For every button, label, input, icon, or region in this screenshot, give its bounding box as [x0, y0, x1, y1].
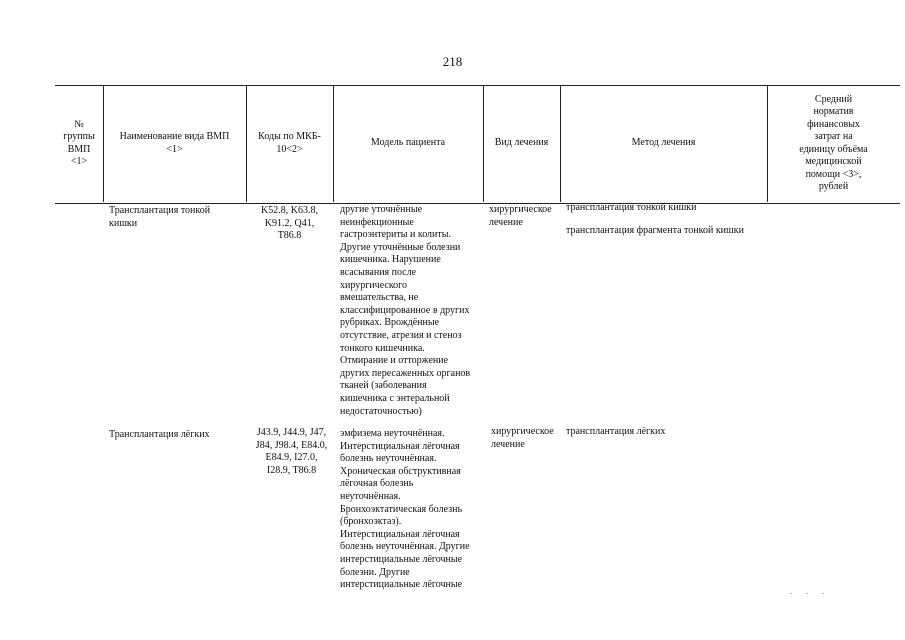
table-row-2-name: Трансплантация лёгких — [109, 429, 210, 440]
table-row-1-codes: K52.8, K63.8, K91.2, Q41, T86.8 — [261, 205, 318, 242]
table-row-2-model: эмфизема неуточнённая. Интерстициальная лёгочная болезнь неуточнённая. Хроническая обструктивная лёгочная болезнь неуточнённая. Бронхоэктатическая болезнь (бронхоэктаз). Интерстициальная лёгочная болезнь неуточнённая. Другие интерстициальные лёгочные болезни. Другие интерстициальные лёгочные — [340, 428, 470, 591]
header-vmp-name: Наименование вида ВМП <1> — [119, 131, 230, 155]
table-row-2-method-1: трансплантация лёгких — [566, 426, 666, 437]
header-cost-standard: Средний норматив финансовых затрат на единицу объёма медицинской помощи <3>, рублей — [799, 93, 868, 192]
table-row-1-method-1: трансплантация тонкой кишки — [566, 202, 697, 213]
table-row-2-codes: J43.9, J44.9, J47, J84, J98.4, E84.0, E84.9, I27.0, I28.9, T86.8 — [255, 427, 328, 476]
table-row-2-treatment: хирургическое лечение — [491, 426, 554, 450]
header-group-number: № группы ВМП <1> — [63, 118, 95, 167]
table-row-1-model: другие уточнённые неинфекционные гастроэнтериты и колиты. Другие уточнённые болезни кишечника. Нарушение всасывания после хирургического вмешательства, не классифицированное в других рубриках. Врождённые отсутствие, атрезия и стеноз тонкого кишечника. Отмирание и отторжение других пересаженных органов тканей (заболевания кишечника с энтеральной недостаточностью) — [340, 204, 471, 417]
table-row-1-method-2: трансплантация фрагмента тонкой кишки — [566, 225, 744, 236]
page-number: 218 — [442, 54, 463, 69]
scan-marks: . . . — [790, 587, 830, 596]
header-icd-codes: Коды по МКБ- 10<2> — [258, 131, 321, 155]
header-treatment-method: Метод лечения — [631, 137, 696, 149]
header-patient-model: Модель пациента — [370, 137, 446, 149]
table-row-1-treatment: хирургическое лечение — [489, 204, 552, 228]
table-row-1-name: Трансплантация тонкой кишки — [109, 205, 211, 229]
header-treatment-type: Вид лечения — [494, 137, 549, 149]
